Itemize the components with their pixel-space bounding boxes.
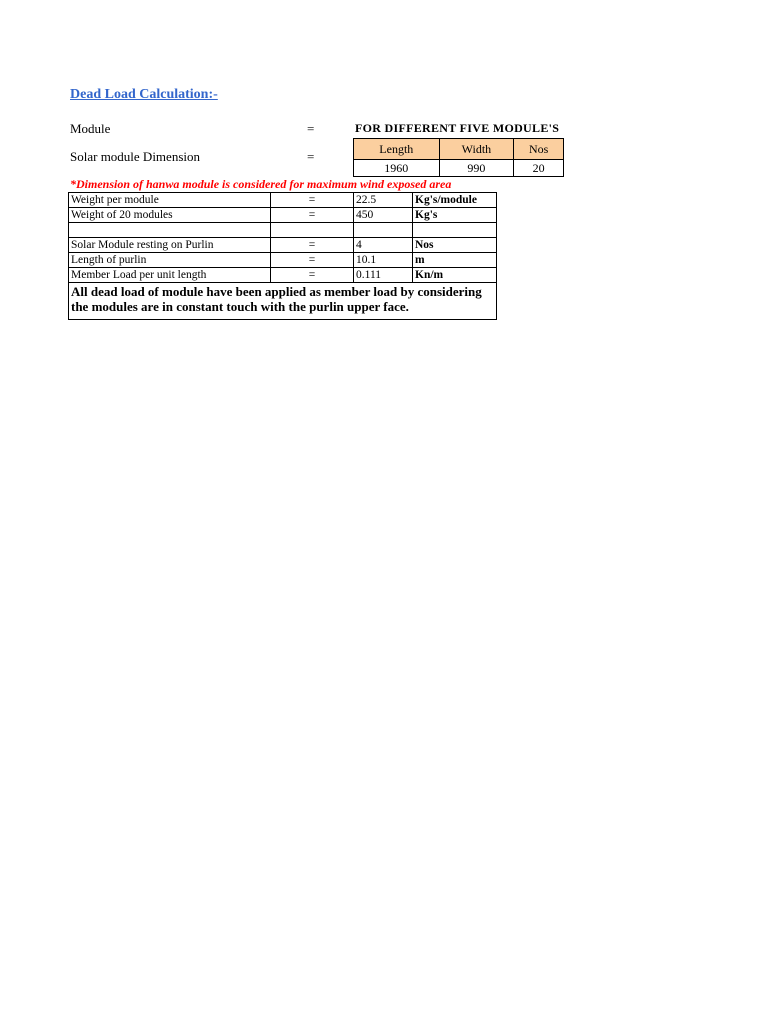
row-equals: = [271,238,354,253]
dimension-value-row [354,160,564,177]
row-equals [271,223,354,238]
dimension-header-length: Length [354,139,440,160]
row-unit: Kn/m [413,268,497,283]
row-value [354,223,413,238]
row-label: Member Load per unit length [69,268,271,283]
calculation-table [68,192,497,320]
table-row [69,193,497,208]
page-title: Dead Load Calculation:- [70,87,218,102]
dimension-equals: = [307,149,315,164]
module-label: Module [70,121,111,136]
row-equals: = [271,193,354,208]
table-row [69,268,497,283]
dimension-value-width: 990 [439,160,514,177]
row-label [69,223,271,238]
summary-row [69,283,497,320]
row-label: Solar Module resting on Purlin [69,238,271,253]
module-equals: = [307,121,315,136]
summary-text: All dead load of module have been applied as member load by considering the modules are in constant touch with the purlin upper face. [69,283,497,320]
row-equals: = [271,268,354,283]
table-row [69,253,497,268]
row-value: 10.1 [354,253,413,268]
dimension-table [353,138,564,177]
row-unit: Nos [413,238,497,253]
row-label: Length of purlin [69,253,271,268]
row-equals: = [271,253,354,268]
table-row [69,223,497,238]
wind-area-note: *Dimension of hanwa module is considered for maximum wind exposed area [70,177,452,191]
row-unit: m [413,253,497,268]
dimension-value-nos: 20 [514,160,564,177]
dimension-label: Solar module Dimension [70,149,200,164]
row-label: Weight of 20 modules [69,208,271,223]
row-value: 0.111 [354,268,413,283]
dimension-value-length: 1960 [354,160,440,177]
row-equals: = [271,208,354,223]
row-value: 450 [354,208,413,223]
dimension-header-row [354,139,564,160]
row-label: Weight per module [69,193,271,208]
table-row [69,238,497,253]
row-value: 4 [354,238,413,253]
table-row [69,208,497,223]
row-unit [413,223,497,238]
row-unit: Kg's [413,208,497,223]
row-value: 22.5 [354,193,413,208]
dimension-header-nos: Nos [514,139,564,160]
dimension-header-width: Width [439,139,514,160]
row-unit: Kg's/module [413,193,497,208]
module-value: FOR DIFFERENT FIVE MODULE'S [355,121,560,135]
